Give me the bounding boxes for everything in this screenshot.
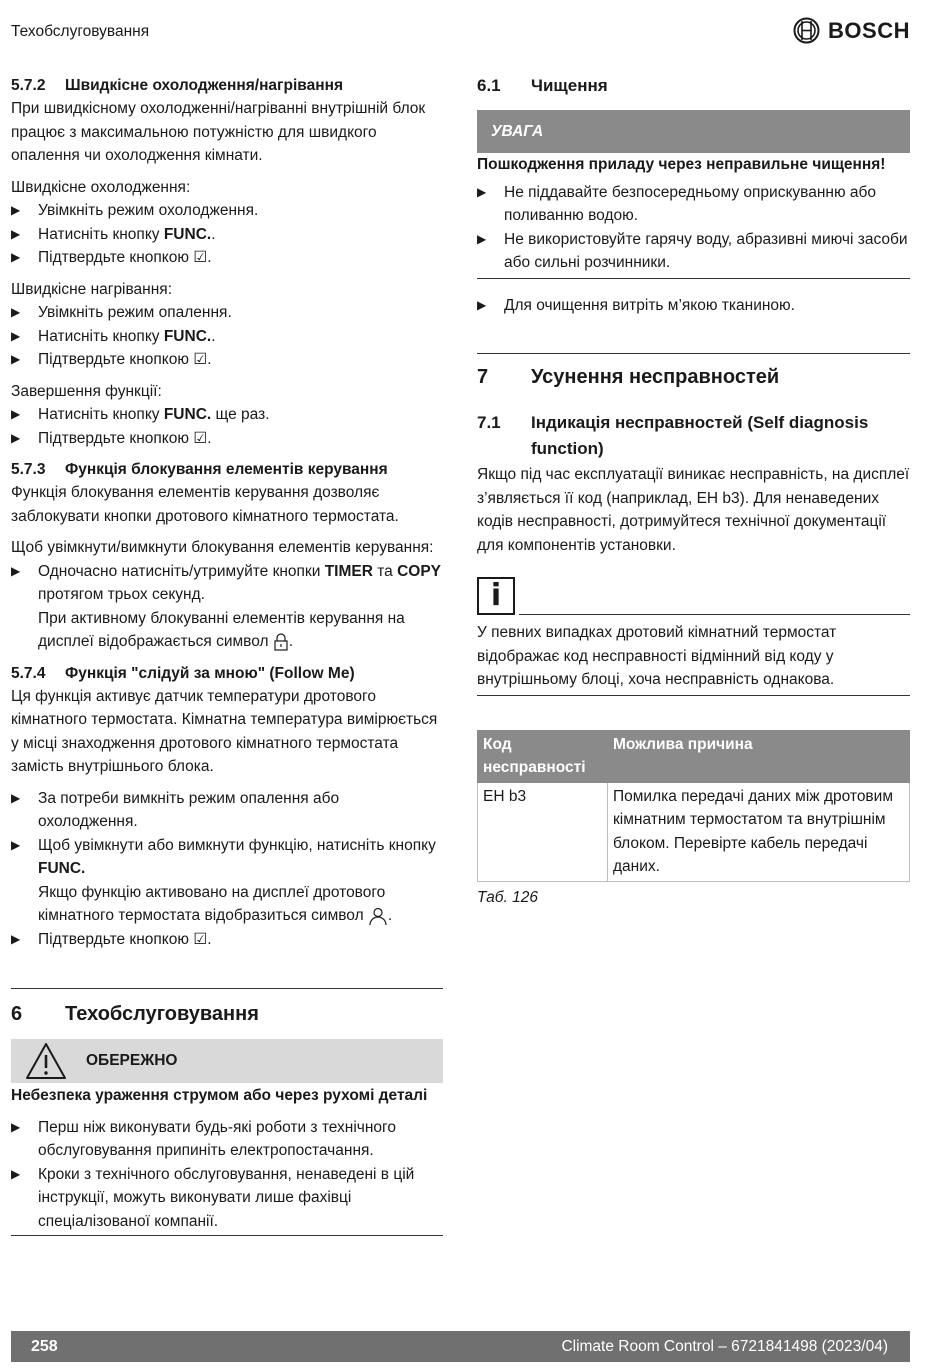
fault-cause: Помилка передачі даних між дротовим кімнатним термостатом та внутрішнім блоком. Перевірте кабель передачі даних. [608, 782, 910, 881]
paragraph: Функція блокування елементів керування дозволяє заблокувати кнопки дротового кімнатного термостата. [11, 484, 399, 525]
bosch-armature-icon [793, 17, 820, 44]
paragraph: При швидкісному охолодженні/нагріванні внутрішній блок працює з максимальною потужністю для швидкого опалення чи охолодження кімнати. [11, 100, 426, 164]
checkbox-icon: ☑ [193, 351, 208, 368]
table-caption: Таб. 126 [477, 888, 538, 906]
arrow-icon: ▶ [11, 407, 21, 421]
list-item: ▶ Увімкніть режим охолодження. [11, 199, 443, 223]
column-header-code: Код несправності [478, 730, 608, 782]
info-text: У певних випадках дротовий кімнатний термостат відображає код несправності відмінний від коду у внутрішньому блоці, хоча несправність однакова. [477, 624, 837, 688]
arrow-icon: ▶ [11, 328, 21, 343]
arrow-icon: ▶ [477, 297, 487, 312]
heading-7: 7 Усунення несправностей [477, 366, 780, 388]
caution-bar: УВАГА [477, 110, 910, 153]
label: Щоб увімкнути/вимкнути блокування елементів керування: [11, 539, 434, 556]
brand-name: BOSCH [828, 17, 910, 43]
arrow-icon: ▶ [11, 430, 21, 445]
table-row [478, 782, 910, 881]
list-item: ▶ Натисніть кнопку FUNC. ще раз. [11, 403, 443, 427]
paragraph: Ця функція активує датчик температури дротового кімнатного термостата. Кімнатна температура вимірюється у місці знаходження дротового кімнатного термостата замість внутрішнього блока. [11, 687, 438, 775]
heading-6: 6 Техобслуговування [11, 1003, 259, 1025]
section-rule [11, 988, 443, 989]
section-rule [477, 353, 910, 354]
fault-code-table [477, 730, 910, 882]
list-item: ▶ Кроки з технічного обслуговування, ненаведені в цій інструкції, можуть виконувати лише фахівці спеціалізованої компанії. [11, 1163, 443, 1234]
warning-bar [11, 1039, 443, 1083]
bosch-logo [793, 17, 910, 44]
document-reference: Climate Room Control – 6721841498 (2023/04) [561, 1337, 888, 1355]
section-rule [477, 278, 910, 279]
list-item: ▶ Підтвердьте кнопкою ☑. [11, 427, 443, 451]
heading-5-7-3: 5.7.3 Функція блокування елементів керування [11, 461, 388, 478]
arrow-icon: ▶ [11, 563, 21, 578]
arrow-icon: ▶ [11, 203, 21, 217]
section-rule [11, 1235, 443, 1236]
list-item: ▶ Увімкніть режим опалення. [11, 301, 443, 325]
arrow-icon: ▶ [11, 790, 21, 805]
running-header: Техобслуговування [11, 23, 150, 40]
arrow-icon: ▶ [11, 250, 21, 264]
list-item: ▶ Натисніть кнопку FUNC.. [11, 223, 443, 247]
arrow-icon: ▶ [11, 226, 21, 241]
heading-6-1: 6.1 Чищення [477, 76, 608, 95]
hazard-text: Пошкодження приладу через неправильне чищення! [477, 156, 886, 173]
fault-code: EH b3 [478, 782, 608, 881]
column-header-cause: Можлива причина [608, 730, 910, 782]
list-item: ▶ Не піддавайте безпосередньому оприскуванню або поливанню водою. [477, 181, 910, 228]
arrow-icon: ▶ [477, 184, 487, 199]
lock-icon [273, 633, 289, 651]
list-item: ▶ Підтвердьте кнопкою ☑. [11, 348, 443, 372]
arrow-icon: ▶ [11, 837, 21, 852]
heading-5-7-2: 5.7.2 Швидкісне охолодження/нагрівання [11, 77, 343, 94]
arrow-icon: ▶ [11, 1119, 21, 1134]
heading-5-7-4: 5.7.4 Функція "слідуй за мною" (Follow Me) [11, 664, 355, 682]
list-item: ▶ Одночасно натисніть/утримуйте кнопки TIMER та COPY протягом трьох секунд. При активному блокуванні елементів керування на дисплеї відображається символ . [11, 560, 443, 654]
info-box [477, 577, 910, 615]
checkbox-icon: ☑ [193, 429, 208, 447]
list-item: ▶ За потреби вимкніть режим опалення або охолодження. [11, 787, 443, 834]
list-item: ▶ Не використовуйте гарячу воду, абразивні миючі засоби або сильні розчинники. [477, 228, 910, 275]
arrow-icon: ▶ [11, 305, 21, 319]
arrow-icon: ▶ [11, 931, 21, 946]
list-item: ▶ Для очищення витріть м’якою тканиною. [477, 294, 910, 318]
heading-7-1: 7.1 Індикація несправностей (Self diagnosis function) [477, 413, 869, 458]
label: Швидкісне нагрівання: [11, 280, 173, 298]
arrow-icon: ▶ [11, 352, 21, 366]
paragraph: Якщо під час експлуатації виникає несправність, на дисплеї з’являється її код (наприклад, EH b3). Для ненаведених кодів несправності, дотримуйтеся технічної документації для компонентів установки. [477, 466, 910, 554]
page-number: 258 [31, 1337, 58, 1355]
list-item: ▶ Підтвердьте кнопкою ☑. [11, 928, 443, 952]
checkbox-icon: ☑ [193, 249, 208, 266]
right-column [477, 74, 910, 909]
section-rule [477, 695, 910, 696]
checkbox-icon: ☑ [193, 930, 208, 948]
warning-label: ОБЕРЕЖНО [86, 1052, 178, 1070]
label: Завершення функції: [11, 382, 162, 400]
info-rule [519, 613, 910, 615]
warning-triangle-icon [24, 1041, 68, 1081]
arrow-icon: ▶ [11, 1166, 21, 1181]
arrow-icon: ▶ [477, 231, 487, 246]
page-footer [11, 1331, 910, 1362]
list-item: ▶ Перш ніж виконувати будь-які роботи з технічного обслуговування припиніть електропостачання. [11, 1116, 443, 1163]
info-icon: i [477, 577, 515, 615]
list-item: ▶ Натисніть кнопку FUNC.. [11, 325, 443, 349]
hazard-text: Небезпека ураження струмом або через рухомі деталі [11, 1087, 428, 1104]
person-icon [368, 906, 388, 926]
left-column [11, 74, 443, 1236]
label: Швидкісне охолодження: [11, 178, 191, 196]
list-item: ▶ Щоб увімкнути або вимкнути функцію, натисніть кнопку FUNC. Якщо функцію активовано на дисплеї дротового кімнатного термостата відобразиться символ . [11, 834, 443, 928]
list-item: ▶ Підтвердьте кнопкою ☑. [11, 246, 443, 270]
